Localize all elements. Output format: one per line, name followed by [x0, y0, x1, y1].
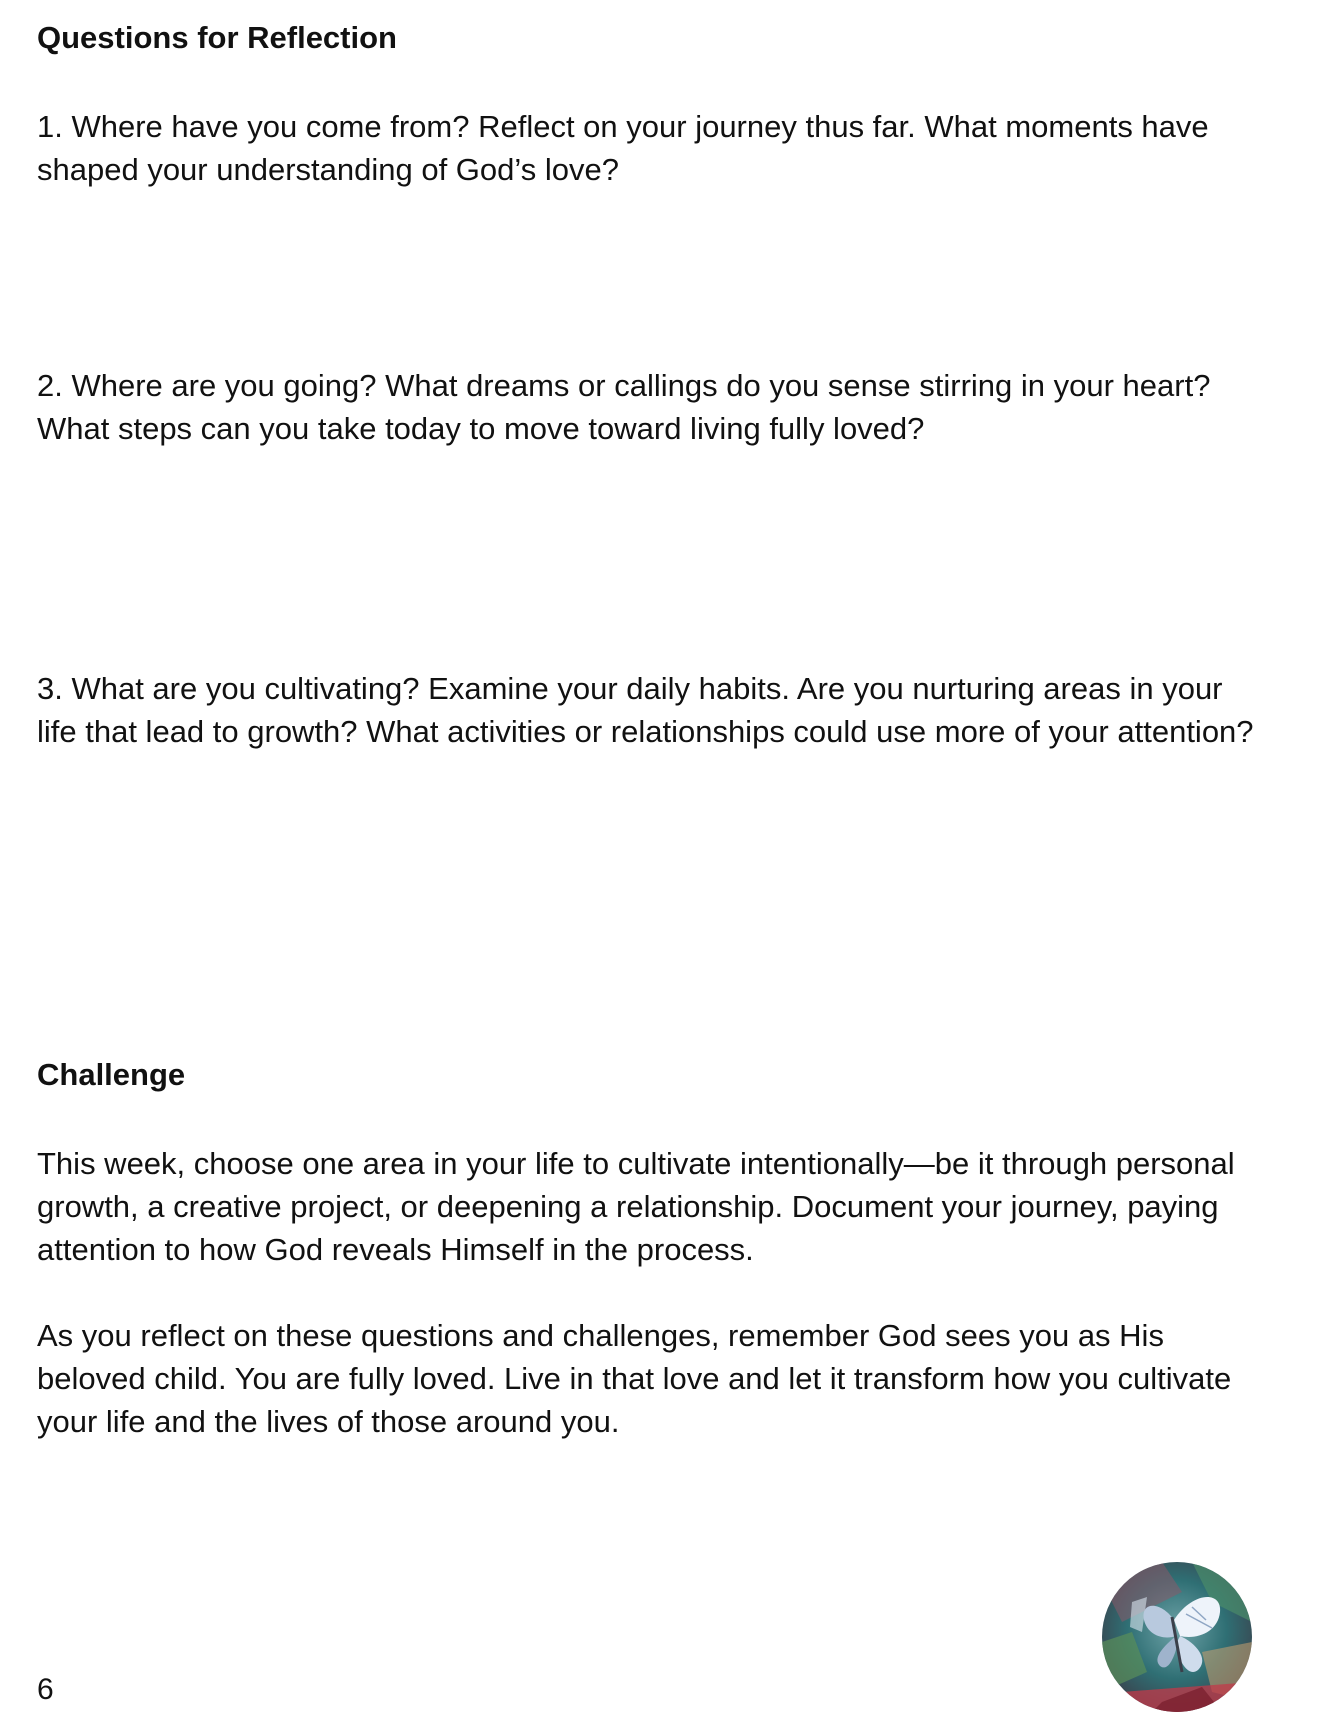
- page-number: 6: [37, 1673, 54, 1706]
- questions-heading: Questions for Reflection: [37, 20, 397, 55]
- challenge-paragraph-1: This week, choose one area in your life to cultivate intentionally—be it through personal growth, a creative project, or deepening a relationship. Document your journey, paying attention to how God reveals Himself in the process.: [37, 1146, 1235, 1267]
- challenge-heading: Challenge: [37, 1057, 186, 1092]
- question-3: 3. What are you cultivating? Examine your daily habits. Are you nurturing areas in your life that lead to growth? What activities or relationships could use more of your attention?: [37, 671, 1254, 749]
- challenge-paragraph-2: As you reflect on these questions and challenges, remember God sees you as His beloved child. You are fully loved. Live in that love and let it transform how you cultivate your life and the lives of those around you.: [37, 1318, 1232, 1439]
- question-1: 1. Where have you come from? Reflect on your journey thus far. What moments have shaped your understanding of God’s love?: [37, 109, 1209, 187]
- question-2: 2. Where are you going? What dreams or callings do you sense stirring in your heart? What steps can you take today to move toward living fully loved?: [37, 368, 1211, 446]
- butterfly-painting-icon: [1102, 1562, 1252, 1712]
